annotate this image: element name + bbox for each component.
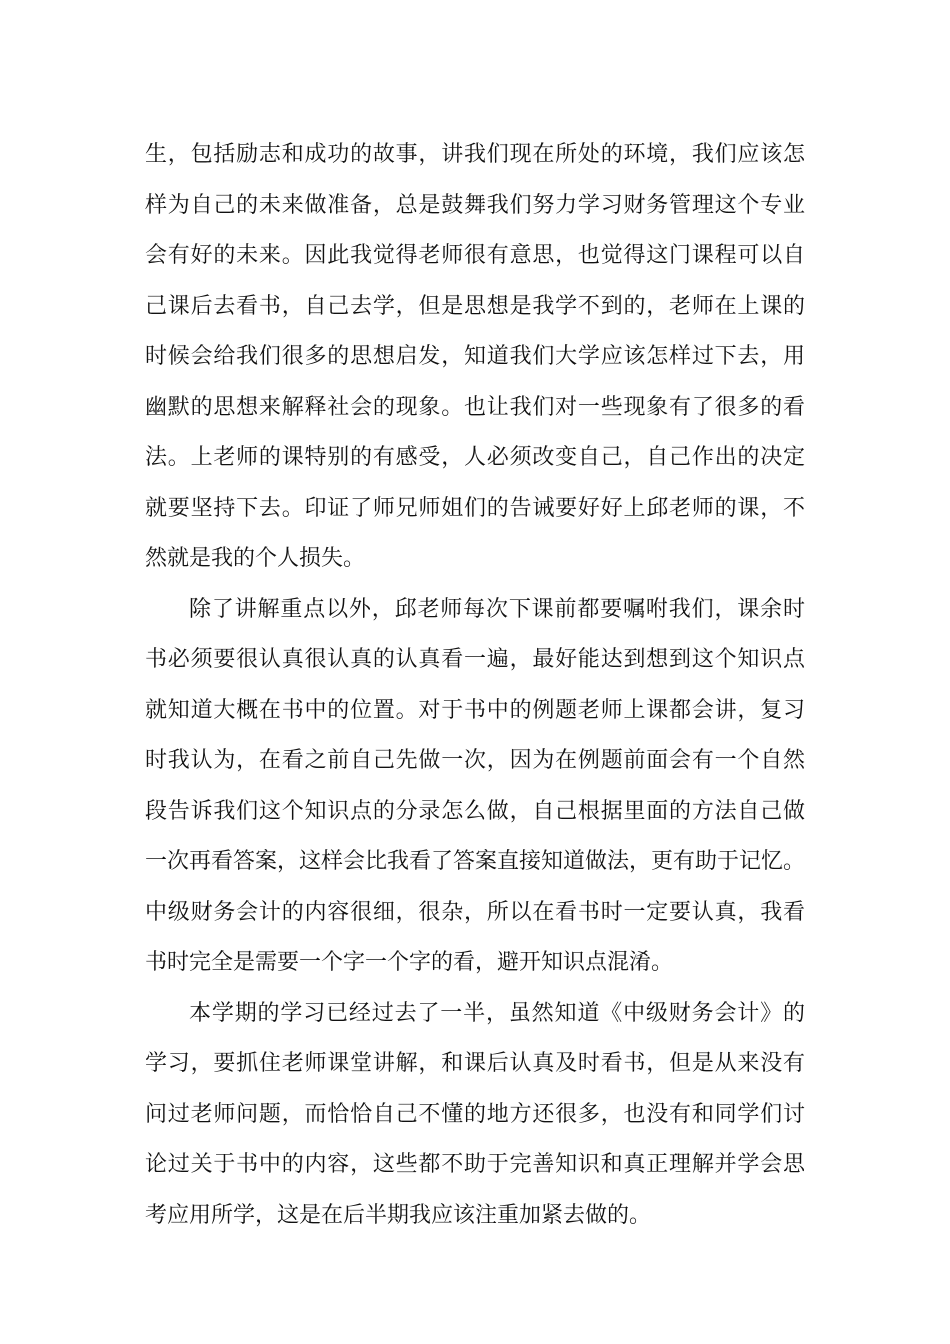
text-line: 书时完全是需要一个字一个字的看，避开知识点混淆。 [145,950,674,975]
text-line: 考应用所学，这是在后半期我应该注重加紧去做的。 [145,1202,652,1228]
text-line: 学习，要抓住老师课堂讲解，和课后认真及时看书，但是从来没有 [145,1051,805,1076]
text-line: 本学期的学习已经过去了一半，虽然知道《中级财务会计》的 [189,1000,805,1026]
text-line: 会有好的未来。因此我觉得老师很有意思，也觉得这门课程可以自 [145,243,805,268]
paragraph-1 [145,130,805,585]
text-line: 除了讲解重点以外，邱老师每次下课前都要嘱咐我们，课余时 [189,596,805,622]
body-text [145,130,805,1241]
text-line: 就要坚持下去。印证了师兄师姐们的告诫要好好上邱老师的课，不 [145,495,805,521]
text-line: 段告诉我们这个知识点的分录怎么做，自己根据里面的方法自己做 [145,798,805,824]
text-line: 就知道大概在书中的位置。对于书中的例题老师上课都会讲，复习 [145,697,805,723]
text-line: 生，包括励志和成功的故事，讲我们现在所处的环境，我们应该怎 [145,142,805,167]
text-line: 样为自己的未来做准备，总是鼓舞我们努力学习财务管理这个专业 [145,192,805,218]
text-line: 时候会给我们很多的思想启发，知道我们大学应该怎样过下去，用 [145,344,805,369]
text-line: 论过关于书中的内容，这些都不助于完善知识和真正理解并学会思 [145,1152,805,1177]
text-line: 一次再看答案，这样会比我看了答案直接知道做法，更有助于记忆。 [145,849,806,874]
text-line: 己课后去看书，自己去学，但是思想是我学不到的，老师在上课的 [145,293,805,319]
paragraph-3 [145,989,805,1242]
text-line: 法。上老师的课特别的有感受，人必须改变自己，自己作出的决定 [145,445,805,470]
paragraph-2 [145,585,805,989]
text-line: 时我认为，在看之前自己先做一次，因为在例题前面会有一个自然 [145,748,805,773]
text-line: 问过老师问题，而恰恰自己不懂的地方还很多，也没有和同学们讨 [145,1101,805,1127]
text-line: 书必须要很认真很认真的认真看一遍，最好能达到想到这个知识点 [145,647,805,672]
text-line: 然就是我的个人损失。 [145,546,366,571]
text-line: 中级财务会计的内容很细，很杂，所以在看书时一定要认真，我看 [145,899,805,925]
text-line: 幽默的思想来解释社会的现象。也让我们对一些现象有了很多的看 [145,394,805,420]
